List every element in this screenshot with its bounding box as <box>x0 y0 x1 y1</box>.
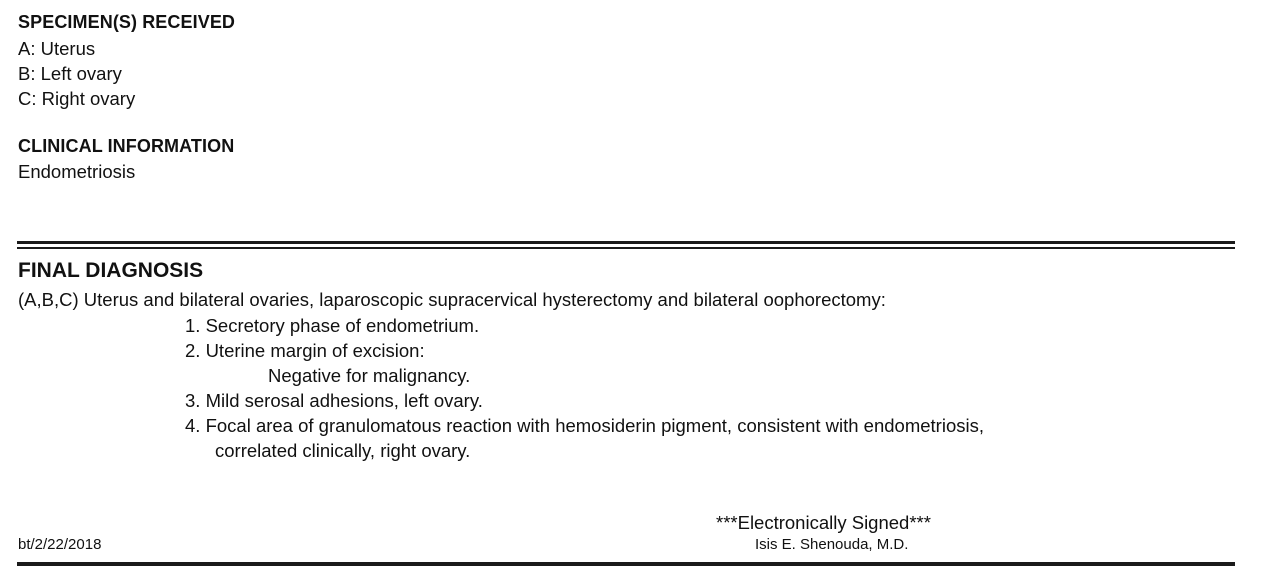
clinical-info-heading: CLINICAL INFORMATION <box>18 136 235 156</box>
final-diagnosis-heading: FINAL DIAGNOSIS <box>18 259 204 282</box>
clinical-info-text: Endometriosis <box>18 161 136 182</box>
electronic-signature-note: ***Electronically Signed*** <box>716 512 931 533</box>
diagnosis-item-4-continued: correlated clinically, right ovary. <box>215 440 471 461</box>
diagnosis-item-4: 4. Focal area of granulomatous reaction with hemosiderin pigment, consistent with endometriosis, <box>185 415 984 436</box>
diagnosis-item-1: 1. Secretory phase of endometrium. <box>185 315 480 336</box>
section-divider-thick <box>17 241 1235 244</box>
specimen-item-b: B: Left ovary <box>18 63 122 84</box>
signer-name: Isis E. Shenouda, M.D. <box>755 536 909 553</box>
specimen-item-a: A: Uterus <box>18 38 96 59</box>
bottom-divider <box>17 562 1235 566</box>
diagnosis-summary: (A,B,C) Uterus and bilateral ovaries, laparoscopic supracervical hysterectomy and bilateral oophorectomy: <box>18 289 886 310</box>
transcription-date: bt/2/22/2018 <box>18 536 102 553</box>
section-divider-thin <box>17 247 1235 249</box>
specimens-heading: SPECIMEN(S) RECEIVED <box>18 12 236 32</box>
diagnosis-item-2-detail: Negative for malignancy. <box>268 365 471 386</box>
diagnosis-item-2: 2. Uterine margin of excision: <box>185 340 425 361</box>
specimen-item-c: C: Right ovary <box>18 88 136 109</box>
diagnosis-item-3: 3. Mild serosal adhesions, left ovary. <box>185 390 483 411</box>
